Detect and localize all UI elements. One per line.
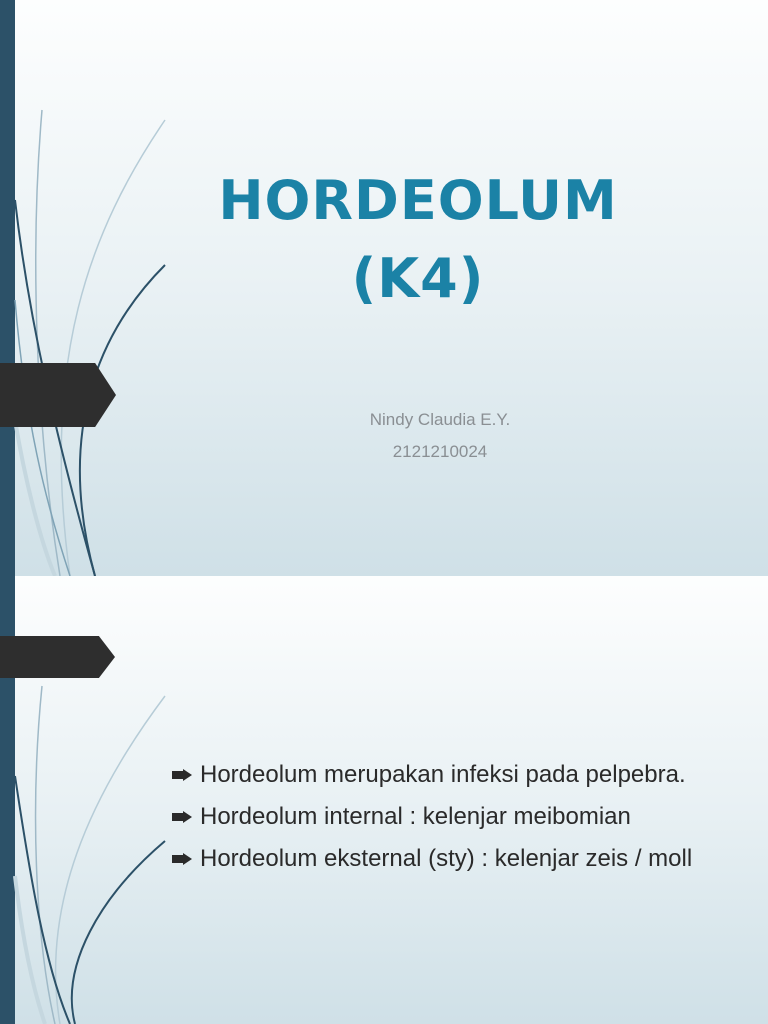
slide-title	[160, 162, 676, 318]
bullet-text: Hordeolum internal : kelenjar meibomian	[200, 803, 631, 830]
list-item	[172, 844, 708, 874]
arrow-bullet-icon	[172, 853, 192, 865]
author-name: Nindy Claudia E.Y.	[369, 410, 511, 429]
list-item	[172, 802, 708, 832]
arrow-bullet-icon	[172, 811, 192, 823]
bullet-list	[172, 760, 708, 886]
title-line-2: (K4)	[351, 247, 485, 310]
bullet-text: Hordeolum eksternal (sty) : kelenjar zeis / moll	[200, 845, 693, 872]
title-line-1: HORDEOLUM	[218, 169, 618, 232]
slide-subtitle	[240, 404, 640, 468]
content-slide	[0, 576, 768, 1024]
list-item	[172, 760, 708, 790]
arrow-bullet-icon	[172, 769, 192, 781]
author-id: 2121210024	[392, 442, 488, 461]
content-tab-marker	[0, 636, 115, 678]
title-tab-marker	[0, 363, 116, 427]
bullet-text: Hordeolum merupakan infeksi pada pelpebra.	[200, 761, 686, 788]
